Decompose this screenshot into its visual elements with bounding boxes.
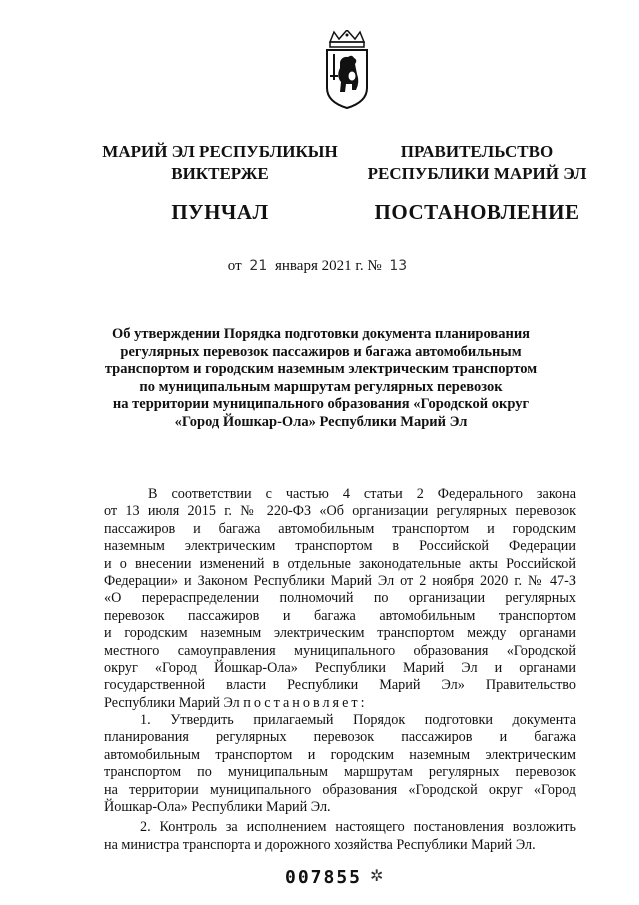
title-line: Об утверждении Порядка подготовки документа планирования bbox=[111, 326, 531, 342]
serial-number: 007855 bbox=[285, 867, 363, 888]
body-line: автомобильным транспортом и городским наземным электрическим bbox=[104, 746, 576, 763]
document-date-line bbox=[0, 258, 639, 275]
date-prefix: от bbox=[227, 258, 242, 274]
header-right-line2: РЕСПУБЛИКИ МАРИЙ ЭЛ bbox=[367, 164, 587, 183]
body-line: государственной власти Республики Марий Эл» Правительство bbox=[104, 677, 576, 694]
decree-prefix: Республики Марий Эл bbox=[104, 694, 240, 711]
body-line: «О перераспределении полномочий по организации регулярных bbox=[104, 590, 576, 607]
title-line: «Город Йошкар-Ола» Республики Марий Эл bbox=[174, 413, 468, 430]
title-line: на территории муниципального образования «Городской округ bbox=[112, 396, 530, 412]
body-line: перевозок пассажиров и багажа автомобильным транспортом bbox=[104, 607, 576, 624]
title-line: транспортом и городским наземным электрическим транспортом bbox=[104, 361, 538, 377]
header-right bbox=[362, 141, 592, 223]
title-line: регулярных перевозок пассажиров и багажа автомобильным bbox=[120, 343, 522, 360]
header-left-line1: МАРИЙ ЭЛ РЕСПУБЛИКЫН bbox=[102, 142, 338, 161]
body-line: 2. Контроль за исполнением настоящего постановления возложить bbox=[140, 819, 576, 836]
asterisk-mark-icon: ✲ bbox=[370, 868, 384, 885]
title-line: по муниципальным маршрутам регулярных перевозок bbox=[139, 378, 503, 395]
date-day: 21 bbox=[249, 258, 268, 274]
document-body bbox=[104, 486, 576, 854]
document-title bbox=[95, 326, 547, 431]
body-line-decree bbox=[104, 695, 576, 712]
date-month-year: января 2021 г. № bbox=[274, 258, 382, 274]
body-line: местного самоуправления муниципального образования «Городской bbox=[104, 642, 576, 659]
header-left-line2: ВИКТЕРЖЕ bbox=[171, 164, 269, 183]
header-left bbox=[100, 141, 340, 223]
body-line: 1. Утвердить прилагаемый Порядок подготовки документа bbox=[140, 712, 576, 729]
body-line: округ «Город Йошкар-Ола» Республики Марий Эл и органами bbox=[104, 659, 576, 676]
body-line: и о внесении изменений в отдельные законодательные акты Российской bbox=[104, 555, 576, 572]
body-line: Йошкар-Ола» Республики Марий Эл. bbox=[104, 799, 331, 816]
header-left-doc-type: ПУНЧАЛ bbox=[171, 200, 269, 224]
body-line: планирования регулярных перевозок пассажиров и багажа bbox=[104, 729, 576, 746]
body-line: на министра транспорта и дорожного хозяйства Республики Марий Эл. bbox=[104, 836, 536, 853]
body-line: на территории муниципального образования «Городской округ «Город bbox=[104, 781, 576, 798]
body-line: транспортом по муниципальным маршрутам регулярных перевозок bbox=[104, 764, 576, 781]
decree-word: постановляет: bbox=[243, 694, 368, 711]
body-line: В соответствии с частью 4 статьи 2 Федерального закона bbox=[148, 486, 576, 502]
body-line: от 13 июля 2015 г. № 220-ФЗ «Об организации регулярных перевозок bbox=[104, 503, 576, 520]
body-line: наземным электрическим транспортом в Российской Федерации bbox=[104, 538, 576, 555]
body-line: пассажиров и багажа автомобильным транспортом и городским bbox=[104, 520, 576, 537]
document-number: 13 bbox=[389, 258, 408, 274]
body-line: Федерации» и Законом Республики Марий Эл от 2 ноября 2020 г. № 47-З bbox=[104, 572, 576, 589]
header-right-doc-type: ПОСТАНОВЛЕНИЕ bbox=[374, 200, 580, 224]
header-right-line1: ПРАВИТЕЛЬСТВО bbox=[400, 142, 554, 161]
mari-el-coat-of-arms-icon bbox=[322, 30, 372, 110]
body-line: и городским наземным электрическим транспортом между органами bbox=[104, 625, 576, 642]
